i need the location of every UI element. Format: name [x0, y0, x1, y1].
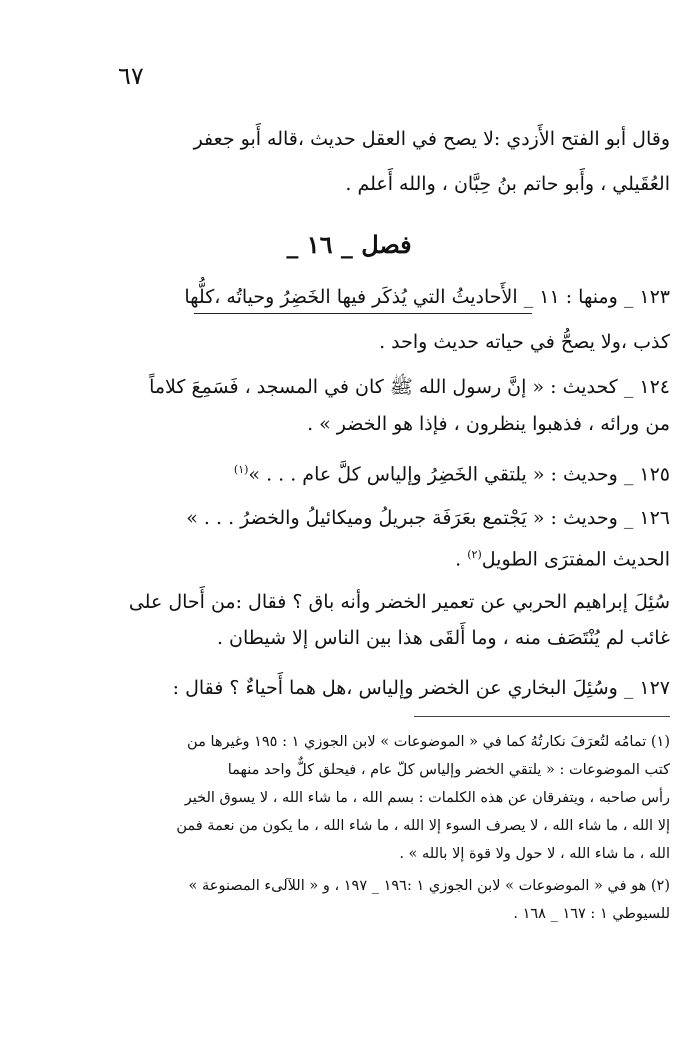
entry-126-text: الحديث المفترَى الطويل: [481, 548, 670, 571]
entry-126-line-1: ١٢٦ _ وحديث : « يَجْتمع بعَرَفَة جبريلُ وميكائيلُ والخضرُ . . . »: [186, 507, 670, 529]
intro-line-2: العُقَيلي ، وأَبو حاتم بنُ حِبَّان ، والله أَعلم .: [345, 173, 670, 195]
question-line-1: سُئِلَ إبراهيم الحربي عن تعمير الخضر وأنه باق ؟ فقال :من أَحال على: [128, 591, 670, 613]
footnote-ref-1: (١): [233, 463, 249, 476]
footnote-separator: [414, 716, 670, 717]
footnote-1-line-2: كتب الموضوعات : « يلتقي الخضر وإلياس كلّ عام ، فيحلق كلٌّ واحد منهما: [227, 762, 670, 778]
footnote-1-line-5: الله ، ما شاء الله ، لا حول ولا قوة إلا بالله » .: [399, 846, 670, 862]
footnote-ref-2: (٢): [467, 548, 482, 561]
entry-124-line-1: ١٢٤ _ كحديث : « إنَّ رسول الله ﷺ كان في المسجد ، فَسَمِعَ كلاماً: [149, 376, 670, 398]
footnote-1-line-4: إلا الله ، ما شاء الله ، لا يصرف السوء إلا الله ، ما شاء الله ، ما يكون من نعمة فمن: [176, 818, 670, 834]
entry-125-text: ١٢٥ _ وحديث : « يلتقي الخَضِرُ وإلياس كلَّ عام . . . »: [248, 463, 670, 486]
entry-123-line-2: كذب ،ولا يصحُّ في حياته حديث واحد .: [379, 331, 670, 353]
entry-125-line: [180, 458, 670, 486]
section-title: فصل _ ١٦ _: [286, 230, 412, 259]
entry-124-line-2: من ورائه ، فذهبوا ينظرون ، فإذا هو الخضر » .: [307, 413, 670, 435]
footnote-1-line-3: رأس صاحبه ، ويتفرقان عن هذه الكلمات : بسم الله ، ما شاء الله ، لا يسوق الخير: [184, 790, 670, 806]
entry-126-line-2: [300, 543, 670, 571]
entry-127-line-1: ١٢٧ _ وسُئِلَ البخاري عن الخضر وإلياس ،هل هما أَحياءٌ ؟ فقال :: [172, 677, 670, 699]
question-line-2: غائب لم يُنْتَصَف منه ، وما أَلقَى هذا بين الناس إلا شيطان .: [216, 627, 670, 649]
heading-underline: [194, 313, 532, 314]
entry-123-line-1: ١٢٣ _ ومنها : ١١ _ الأَحاديثُ التي يُذكَر فيها الخَضِرُ وحياتُه ،كلُّها: [184, 286, 670, 308]
intro-line-1: وقال أبو الفتح الأَزدي :لا يصح في العقل حديث ،قاله أَبو جعفر: [193, 128, 670, 150]
page-number: ٦٧: [118, 62, 144, 90]
footnote-2-line-2: للسيوطي ١ : ١٦٧ _ ١٦٨ .: [513, 906, 670, 922]
entry-126-end: .: [455, 548, 468, 571]
footnote-1-line-1: (١) تمامُه لتُعرَفَ نكارتُهُ كما في « الموضوعات » لابن الجوزي ١ : ١٩٥ وغيرها من: [187, 734, 670, 750]
footnote-2-line-1: (٢) هو في « الموضوعات » لابن الجوزي ١ :١٩٦ _ ١٩٧ ، و « اللآلىء المصنوعة »: [188, 878, 670, 894]
